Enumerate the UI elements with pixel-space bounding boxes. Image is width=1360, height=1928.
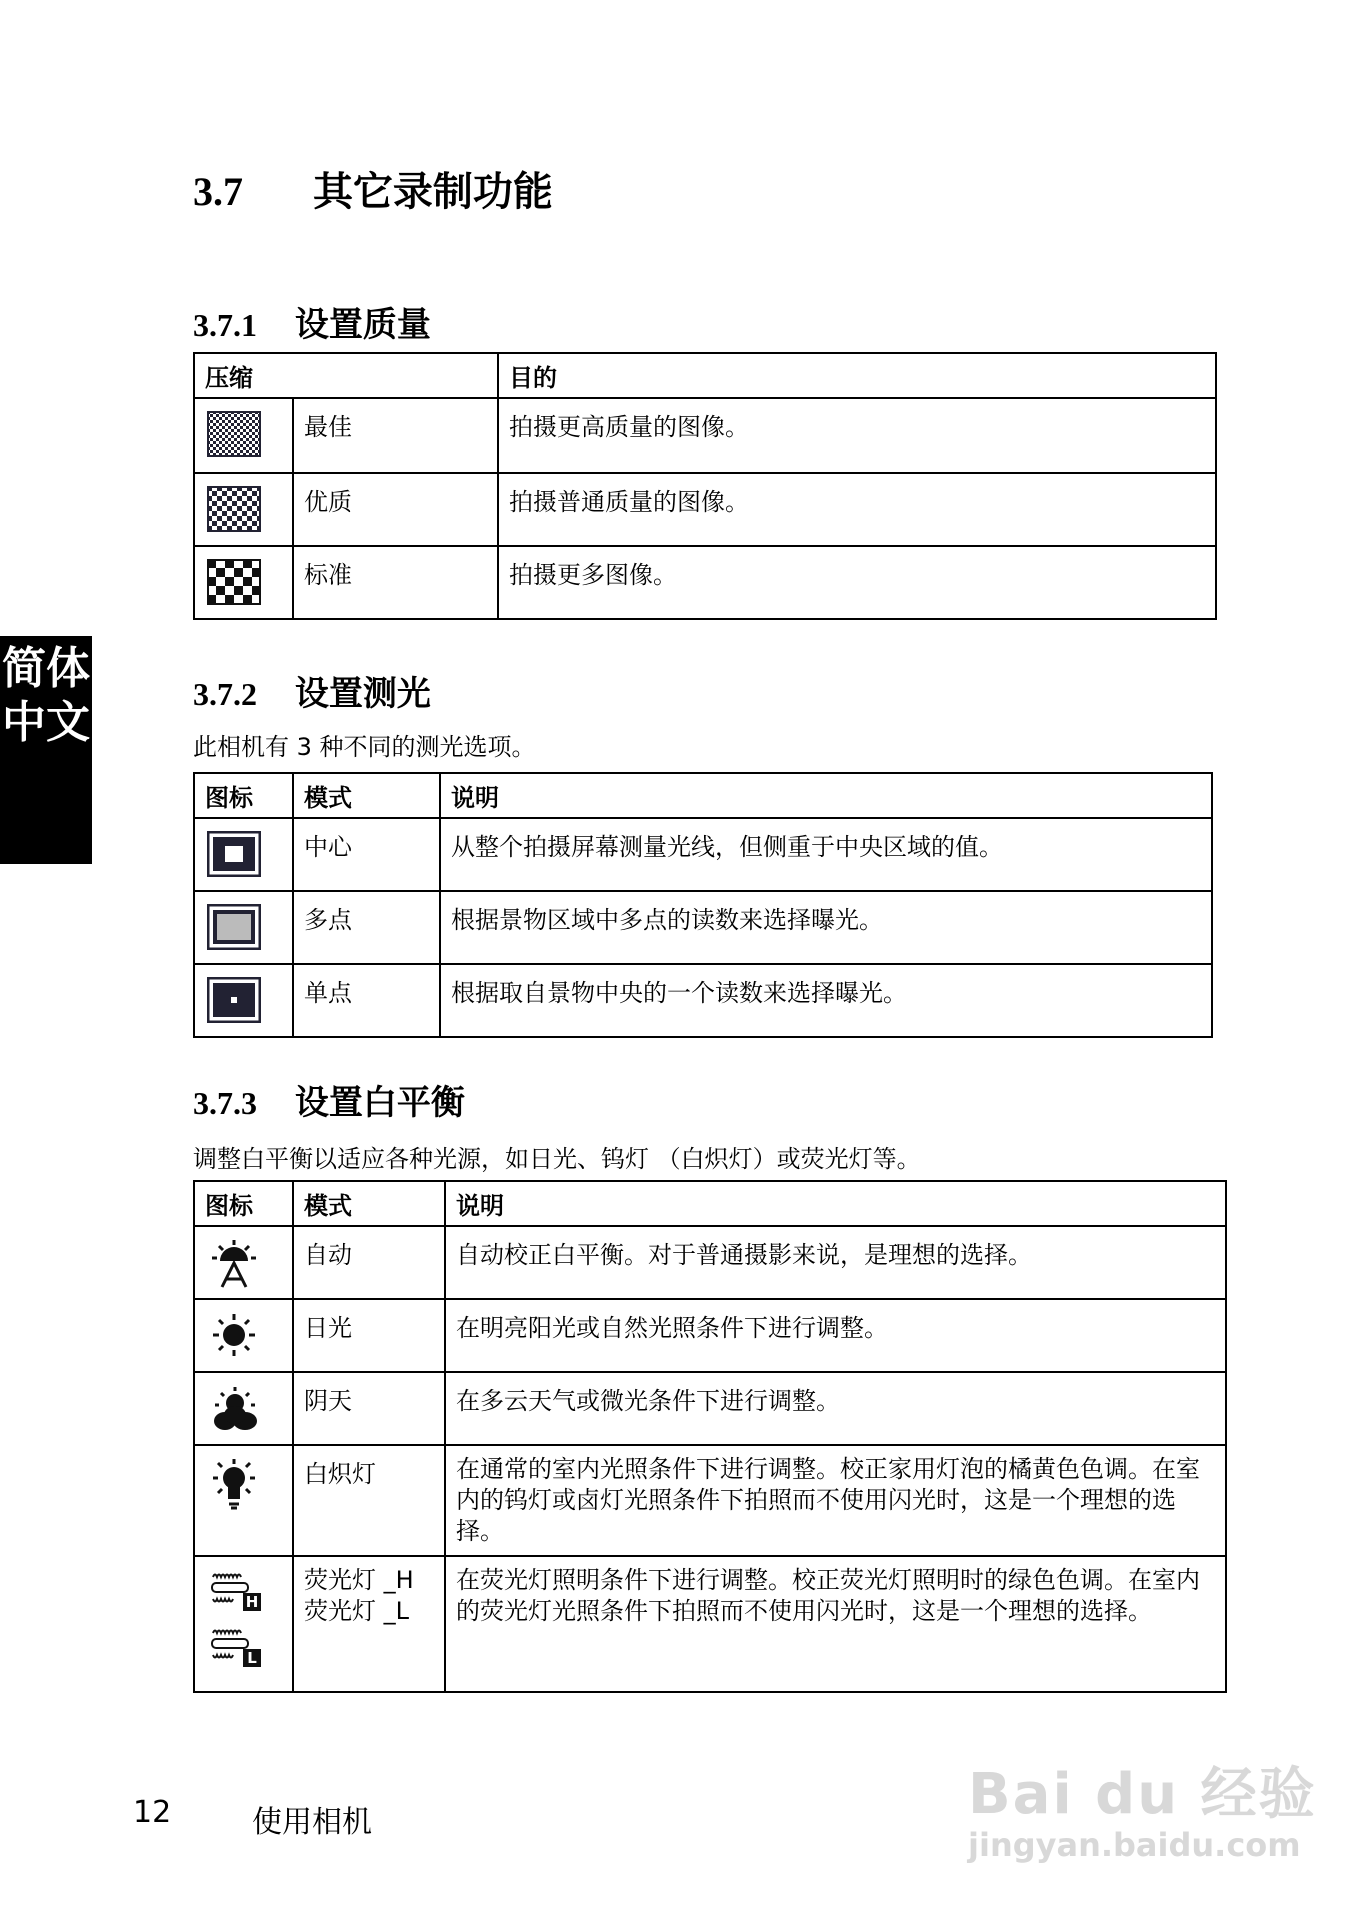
table-row [194, 818, 1212, 891]
mode-label: 白炽灯 [293, 1445, 445, 1556]
wb-auto-icon [211, 1239, 257, 1289]
column-header: 图标 [194, 773, 293, 818]
meter-center-icon [207, 831, 261, 877]
column-header: 目的 [498, 353, 1216, 398]
watermark-url: jingyan.baidu.com [968, 1826, 1301, 1864]
description: 在明亮阳光或自然光照条件下进行调整。 [445, 1299, 1226, 1372]
mode-label: 最佳 [293, 398, 498, 473]
table-row [194, 473, 1216, 546]
table-row [194, 1299, 1226, 1372]
section-title: 其它录制功能 [312, 169, 553, 215]
fluorescent-l-icon [209, 1627, 261, 1667]
table-row [194, 1372, 1226, 1445]
mode-label: 标准 [293, 546, 498, 619]
mode-label: 荧光灯 _L [304, 1597, 409, 1625]
cloud-icon [211, 1385, 259, 1433]
description: 根据取自景物中央的一个读数来选择曝光。 [440, 964, 1212, 1037]
subsection-heading-quality [193, 297, 431, 346]
whitebalance-intro: 调整白平衡以适应各种光源，如日光、钨灯 （白炽灯）或荧光灯等。 [193, 1145, 921, 1173]
column-header: 模式 [293, 773, 440, 818]
fluorescent-l-badge: L [243, 1649, 261, 1667]
subsection-number: 3.7.1 [193, 307, 257, 343]
page-number: 12 [133, 1795, 172, 1830]
subsection-title: 设置测光 [294, 674, 431, 714]
footer-title: 使用相机 [252, 1805, 372, 1840]
subsection-heading-whitebalance [193, 1075, 465, 1124]
section-heading [193, 160, 553, 217]
mode-label: 日光 [293, 1299, 445, 1372]
sun-icon [211, 1312, 257, 1358]
language-side-tab: 简体中文 [0, 636, 92, 864]
fluorescent-h-badge: H [243, 1593, 261, 1611]
subsection-number: 3.7.3 [193, 1085, 257, 1121]
mode-label: 多点 [293, 891, 440, 964]
column-header: 说明 [440, 773, 1212, 818]
mode-label: 中心 [293, 818, 440, 891]
subsection-number: 3.7.2 [193, 676, 257, 712]
mode-label: 荧光灯 _H [304, 1566, 414, 1594]
subsection-title: 设置质量 [294, 305, 431, 345]
bulb-icon [211, 1458, 257, 1510]
description: 拍摄更高质量的图像。 [498, 398, 1216, 473]
description: 自动校正白平衡。对于普通摄影来说，是理想的选择。 [445, 1226, 1226, 1299]
mode-label: 自动 [293, 1226, 445, 1299]
mode-label: 单点 [293, 964, 440, 1037]
description: 在荧光灯照明条件下进行调整。校正荧光灯照明时的绿色色调。在室内的荧光灯光照条件下拍照而不使用闪光时，这是一个理想的选择。 [445, 1556, 1226, 1692]
meter-spot-icon [207, 977, 261, 1023]
section-number: 3.7 [193, 169, 243, 214]
table-row [194, 1556, 1226, 1692]
column-header: 说明 [445, 1181, 1226, 1226]
mode-label: 阴天 [293, 1372, 445, 1445]
column-header: 图标 [194, 1181, 293, 1226]
checker-coarse-icon [207, 559, 261, 605]
table-row [194, 398, 1216, 473]
table-row [194, 891, 1212, 964]
table-row [194, 1445, 1226, 1556]
description: 根据景物区域中多点的读数来选择曝光。 [440, 891, 1212, 964]
description: 拍摄更多图像。 [498, 546, 1216, 619]
table-row [194, 1226, 1226, 1299]
column-header: 压缩 [194, 353, 498, 398]
table-row [194, 546, 1216, 619]
metering-table [193, 772, 1213, 1038]
checker-medium-icon [207, 486, 261, 532]
metering-intro: 此相机有 3 种不同的测光选项。 [193, 733, 536, 761]
description: 在通常的室内光照条件下进行调整。校正家用灯泡的橘黄色色调。在室内的钨灯或卤灯光照条件下拍照而不使用闪光时，这是一个理想的选择。 [445, 1445, 1226, 1556]
description: 拍摄普通质量的图像。 [498, 473, 1216, 546]
meter-multi-icon [207, 904, 261, 950]
subsection-heading-metering [193, 666, 431, 715]
whitebalance-table [193, 1180, 1227, 1693]
column-header: 模式 [293, 1181, 445, 1226]
mode-label: 优质 [293, 473, 498, 546]
checker-fine-icon [207, 411, 261, 457]
subsection-title: 设置白平衡 [294, 1083, 465, 1123]
fluorescent-h-icon [209, 1571, 261, 1611]
table-row [194, 964, 1212, 1037]
description: 从整个拍摄屏幕测量光线，但侧重于中央区域的值。 [440, 818, 1212, 891]
quality-table [193, 352, 1217, 620]
watermark-logo: Bai du 经验 [968, 1762, 1317, 1827]
description: 在多云天气或微光条件下进行调整。 [445, 1372, 1226, 1445]
